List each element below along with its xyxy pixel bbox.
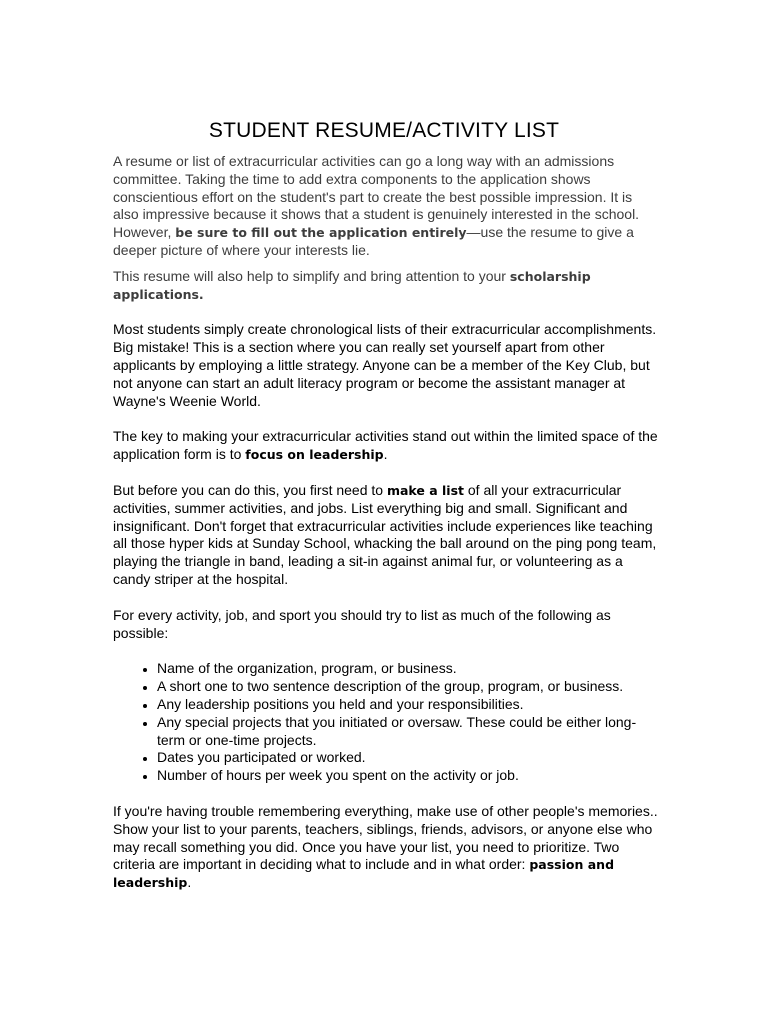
intro-text-2: —use the resume to give a deeper picture of where your interests lie.: [113, 224, 634, 258]
intro-bold-text: be sure to fill out the application entirely: [175, 225, 467, 241]
leadership-paragraph: [113, 428, 658, 464]
prioritize-bold-text: passion and leadership: [113, 857, 615, 891]
make-list-text-1: But before you can do this, you first need to: [113, 481, 387, 498]
activity-details-list: [113, 660, 658, 785]
list-item: • Any leadership positions you held and your responsibilities.: [157, 696, 658, 714]
scholarship-bold-text: scholarship applications.: [113, 268, 591, 302]
prioritize-text-1: If you're having trouble remembering everything, make use of other people's memories.. Show your list to your parents, teachers, siblings, friends, advisors, or anyone else who may recall something you did. Once you have your list, you need to prioritize. Two criteria are important in deciding what to include and in what order:: [113, 802, 658, 873]
make-list-bold-text: make a list: [386, 482, 464, 498]
intro-text-1: A resume or list of extracurricular activities can go a long way with an admissions committee. Taking the time to add extra components to the application shows conscientious effort on the student's part to create the best possible impression. It is also impressive because it shows that a student is genuinely interested in the school. However,: [113, 153, 640, 241]
document-body: [113, 153, 658, 892]
list-item: • Any special projects that you initiated or oversaw. These could be either long-term or one-time projects.: [157, 714, 658, 750]
list-item: • Name of the organization, program, or business.: [157, 660, 658, 678]
leadership-bold-text: focus on leadership: [245, 447, 384, 463]
list-item: • A short one to two sentence description of the group, program, or business.: [157, 678, 658, 696]
list-intro-paragraph: For every activity, job, and sport you should try to list as much of the following as possible:: [113, 606, 611, 641]
list-item: • Number of hours per week you spent on the activity or job.: [157, 767, 658, 785]
intro-paragraph: [113, 153, 658, 260]
scholarship-text: This resume will also help to simplify and bring attention to your: [113, 267, 510, 284]
leadership-text-2: .: [383, 446, 388, 463]
prioritize-text-2: .: [187, 874, 192, 891]
make-list-paragraph: [113, 482, 658, 589]
strategy-paragraph: Most students simply create chronological lists of their extracurricular accomplishments. Big mistake! This is a section where you can really set yourself apart from other applicants by employing a little strategy. Anyone can be a member of the Key Club, but not anyone can start an adult literacy program or become the assistant manager at Wayne's Weenie World.: [113, 321, 657, 409]
leadership-text-1: The key to making your extracurricular activities stand out within the limited space of the application form is to: [113, 428, 658, 463]
page-title: STUDENT RESUME/ACTIVITY LIST: [208, 119, 560, 142]
scholarship-paragraph: [113, 268, 658, 304]
list-item: • Dates you participated or worked.: [157, 749, 658, 767]
make-list-text-2: of all your extracurricular activities, summer activities, and jobs. List everything big and small. Significant and insignificant. Don't forget that extracurricular activities include experiences like teaching all those hyper kids at Sunday School, whacking the ball around on the ping pong team, playing the triangle in band, leading a sit-in against animal fur, or volunteering as a candy striper at the hospital.: [113, 481, 657, 587]
prioritize-paragraph: [113, 803, 658, 892]
